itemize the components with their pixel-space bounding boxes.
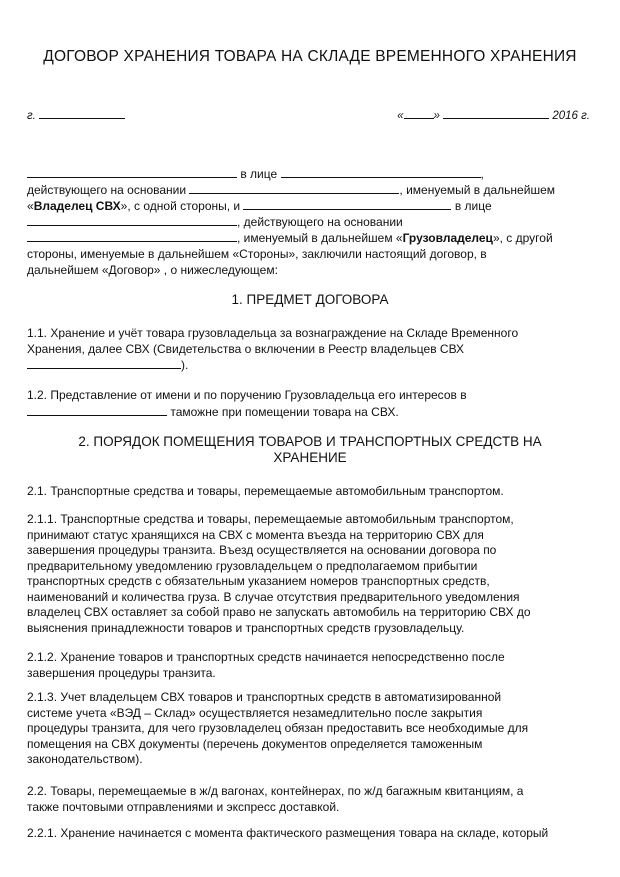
clause-line: завершения процедуры транзита. Въезд осуществляется на основании договора по bbox=[27, 543, 497, 557]
intro-comma: , bbox=[480, 167, 484, 181]
intro-line-6: стороны, именуемые в дальнейшем «Стороны», заключили настоящий договор, в bbox=[27, 247, 487, 261]
section-1-title: 1. ПРЕДМЕТ ДОГОВОРА bbox=[231, 292, 389, 307]
party1-rep-blank[interactable] bbox=[281, 166, 481, 178]
intro-hereinafter-2: , именуемый в дальнейшем « bbox=[237, 231, 403, 245]
party2-blank[interactable] bbox=[243, 198, 451, 210]
clause-2-1-1 bbox=[27, 512, 593, 636]
cargo-owner-name: Грузовладелец bbox=[402, 231, 493, 245]
party2-basis-blank[interactable] bbox=[27, 230, 237, 242]
clause-line: системе учета «ВЭД – Склад» осуществляется незамедлительно после закрытия bbox=[27, 705, 483, 720]
clause-2-1: 2.1. Транспортные средства и товары, перемещаемые автомобильным транспортом. bbox=[27, 484, 504, 498]
party2-rep-blank[interactable] bbox=[27, 214, 237, 226]
clause-line: помещения на СВХ документы (перечень документов определяется таможенным bbox=[27, 736, 483, 751]
date-mid: » bbox=[433, 110, 440, 122]
date-open: « bbox=[397, 110, 404, 122]
owner-name: Владелец СВХ bbox=[33, 199, 121, 213]
intro-in-person: в лице bbox=[240, 167, 278, 181]
clause-1-1 bbox=[27, 326, 593, 374]
clause-line: 2.1.1. Транспортные средства и товары, перемещаемые автомобильным транспортом, bbox=[27, 512, 514, 526]
party1-basis-blank[interactable] bbox=[189, 182, 399, 194]
section-2-title: 2. ПОРЯДОК ПОМЕЩЕНИЯ ТОВАРОВ И ТРАНСПОРТНЫХ СРЕДСТВ НА ХРАНЕНИЕ bbox=[78, 434, 542, 465]
clause-1-2-line: 1.2. Представление от имени и по поручению Грузовладельца его интересов в bbox=[27, 388, 467, 402]
clause-line: 2.1.3. Учет владельцем СВХ товаров и транспортных средств в автоматизированной bbox=[27, 690, 502, 704]
document-title: ДОГОВОР ХРАНЕНИЯ ТОВАРА НА СКЛАДЕ ВРЕМЕННОГО ХРАНЕНИЯ bbox=[43, 48, 577, 65]
clause-1-1-line bbox=[27, 357, 593, 374]
clause-1-2-end: таможне при помещении товара на СВХ. bbox=[170, 404, 399, 419]
certificate-number-blank[interactable] bbox=[27, 357, 181, 369]
clause-1-1-line: Хранения, далее СВХ (Свидетельства о включении в Реестр владельцев СВХ bbox=[27, 341, 465, 356]
intro-acting-basis: действующего на основании bbox=[27, 183, 187, 197]
intro-one-side: , с одной стороны, и bbox=[127, 199, 241, 213]
clause-line: завершения процедуры транзита. bbox=[27, 665, 216, 680]
city-blank[interactable] bbox=[39, 107, 125, 119]
clause-line: законодательством). bbox=[27, 752, 143, 766]
date-year: 2016 г. bbox=[552, 110, 590, 122]
clause-line: процедуры транзита, для чего грузовладелец обязан предоставить все необходимые для bbox=[27, 721, 529, 735]
clause-1-1-end: ). bbox=[181, 358, 189, 372]
clause-line: транспортных средств с обязательным указанием номеров транспортных средств, bbox=[27, 574, 490, 588]
intro-other-side: », с другой bbox=[492, 231, 553, 245]
clause-line: предварительному уведомлению грузовладельцем о предполагаемом прибытии bbox=[27, 558, 478, 573]
clause-1-1-line: 1.1. Хранение и учёт товара грузовладельца за вознаграждение на Складе Временного bbox=[27, 326, 519, 340]
clause-line: также почтовыми отправлениями и экспресс доставкой. bbox=[27, 799, 340, 814]
day-blank[interactable] bbox=[404, 107, 434, 119]
intro-line-5 bbox=[27, 230, 590, 246]
intro-line-2 bbox=[27, 182, 590, 198]
quote-close: » bbox=[120, 199, 128, 213]
clause-line: принимают статус хранящихся на СВХ с момента въезда на территорию СВХ для bbox=[27, 527, 484, 542]
party1-blank[interactable] bbox=[27, 166, 237, 178]
intro-acting-basis-2: , действующего на основании bbox=[237, 215, 403, 229]
quote-open: « bbox=[27, 199, 34, 213]
customs-name-blank[interactable] bbox=[27, 404, 167, 416]
clause-2-1-3 bbox=[27, 690, 593, 768]
clause-line: 2.1.2. Хранение товаров и транспортных средств начинается непосредственно после bbox=[27, 650, 505, 664]
intro-hereinafter: , именуемый в дальнейшем bbox=[399, 183, 555, 197]
intro-line-4 bbox=[27, 214, 590, 230]
clause-2-1-2 bbox=[27, 650, 593, 681]
clause-2-2-1: 2.2.1. Хранение начинается с момента фактического размещения товара на складе, который bbox=[27, 826, 549, 840]
clause-line: наименований и количества груза. В случае отсутствия предварительного уведомления bbox=[27, 589, 520, 604]
clause-line: владелец СВХ оставляет за собой право не запускать автомобиль на территорию СВХ до bbox=[27, 605, 531, 619]
intro-line-3 bbox=[27, 198, 590, 214]
city-field bbox=[27, 107, 125, 122]
clause-1-2-line bbox=[27, 404, 593, 421]
intro-in-person-2: в лице bbox=[454, 199, 492, 213]
clause-line: 2.2. Товары, перемещаемые в ж/д вагонах, контейнерах, по ж/д багажным квитанциям, а bbox=[27, 784, 524, 798]
intro-line-1 bbox=[27, 166, 590, 182]
city-prefix: г. bbox=[27, 110, 36, 122]
clause-line: выяснения принадлежности товаров и транспортных средств грузовладельцу. bbox=[27, 620, 465, 635]
date-field bbox=[397, 107, 590, 122]
month-blank[interactable] bbox=[443, 107, 549, 119]
intro-line-7: дальнейшем «Договор» , о нижеследующем: bbox=[27, 263, 278, 277]
clause-1-2 bbox=[27, 388, 593, 420]
clause-2-2 bbox=[27, 784, 593, 815]
